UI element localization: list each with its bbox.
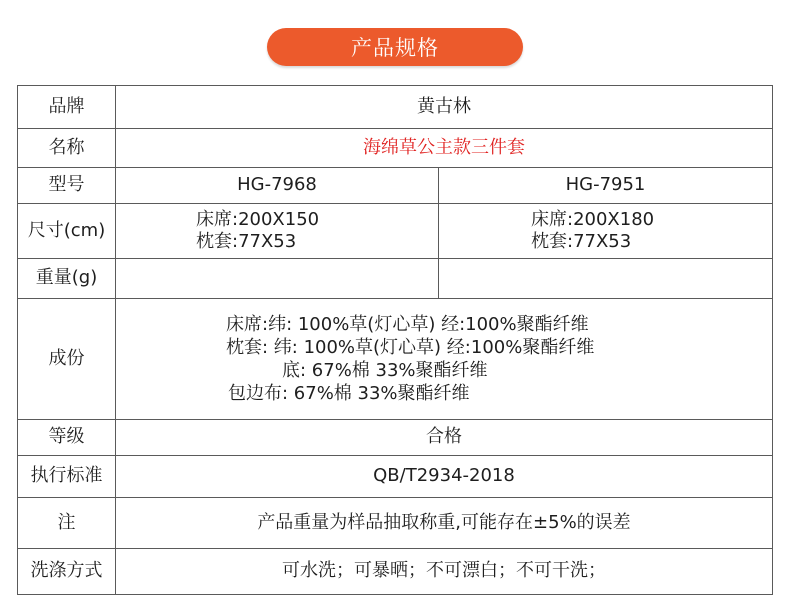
composition-line: 包边布: 67%棉 33%聚酯纤维 [228, 383, 470, 405]
composition-value [116, 299, 772, 419]
size-bed-mat: 床席:200X180 [531, 208, 655, 230]
table-border-right [772, 85, 773, 595]
table-border-bottom [17, 594, 773, 595]
section-title: 产品规格 [351, 36, 439, 60]
composition-line: 底: 67%棉 33%聚酯纤维 [282, 360, 488, 381]
composition-line: 枕套: 纬: 100%草(灯心草) 经:100%聚酯纤维 [226, 336, 595, 358]
weight-label: 重量(g) [35, 267, 98, 289]
standard-label: 执行标准 [30, 465, 103, 487]
grade-value: 合格 [426, 426, 462, 448]
brand-value: 黄古林 [417, 95, 471, 117]
section-title-pill [267, 28, 523, 66]
washing-value: 可水洗；可暴晒；不可漂白；不可干洗； [282, 560, 606, 582]
model-value-2: HG-7951 [565, 174, 646, 196]
name-label: 名称 [48, 136, 85, 158]
name-value: 海绵草公主款三件套 [363, 136, 525, 158]
weight-value-1 [116, 259, 438, 298]
model-label: 型号 [48, 174, 85, 196]
brand-label: 品牌 [48, 95, 85, 117]
composition-label: 成份 [48, 347, 85, 369]
size-label: 尺寸(cm) [27, 219, 106, 241]
weight-value-2 [439, 259, 772, 298]
washing-label: 洗涤方式 [30, 560, 103, 582]
size-pillowcase: 枕套:77X53 [196, 231, 297, 252]
size-value-2 [531, 204, 772, 258]
note-label: 注 [57, 511, 76, 533]
composition-line: 床席:纬: 100%草(灯心草) 经:100%聚酯纤维 [226, 313, 589, 335]
size-value-1 [196, 204, 438, 258]
grade-label: 等级 [48, 426, 85, 448]
model-value-1: HG-7968 [237, 174, 317, 196]
size-bed-mat: 床席:200X150 [196, 208, 320, 230]
note-value: 产品重量为样品抽取称重,可能存在±5%的误差 [257, 511, 631, 533]
standard-value: QB/T2934-2018 [373, 465, 515, 487]
size-pillowcase: 枕套:77X53 [531, 231, 632, 252]
